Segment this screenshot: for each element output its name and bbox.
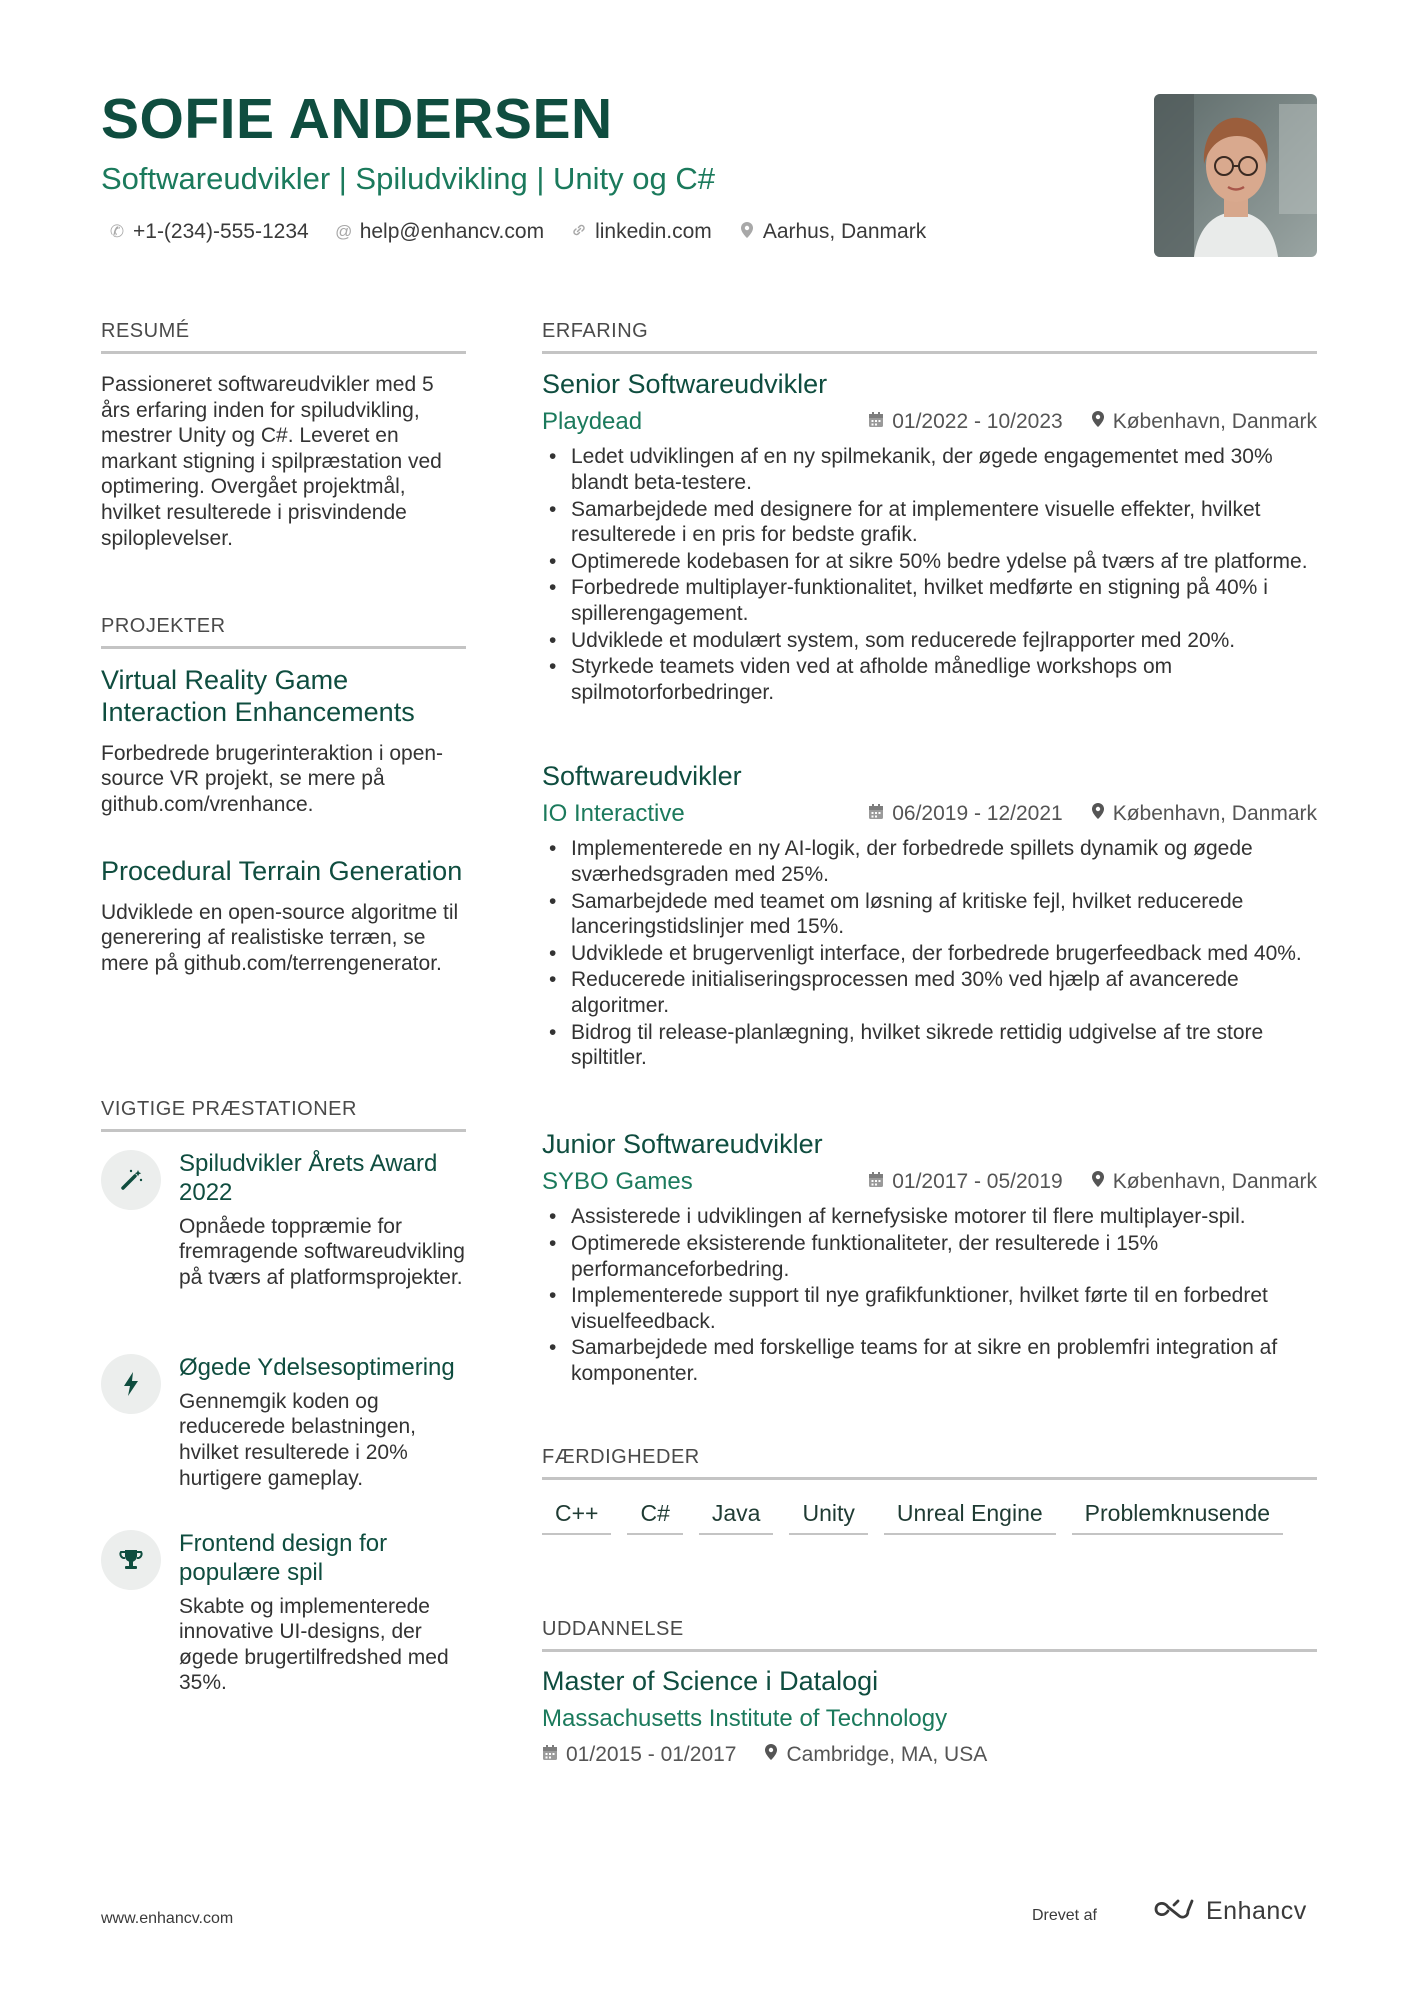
- job-dates: [868, 802, 1062, 826]
- job-entry: [542, 368, 1317, 706]
- education-entry: [542, 1666, 1317, 1767]
- education-meta: [542, 1743, 1317, 1767]
- job-dates: [868, 410, 1062, 434]
- achievement-item: [101, 1354, 476, 1491]
- section-title-projects: PROJEKTER: [101, 615, 466, 649]
- location-pin-icon: [1091, 410, 1105, 434]
- job-bullets: [542, 836, 1317, 1070]
- education-dates-text: 01/2015 - 01/2017: [566, 1743, 737, 1766]
- job-bullet: • Forbedrede multiplayer-funktionalitet, hvilket medførte en stigning på 40% i spillerengagement.: [542, 575, 1317, 626]
- enhancv-logo-text: Enhancv: [1206, 1897, 1307, 1925]
- job-bullet: • Assisterede i udviklingen af kernefysiske motorer til flere multiplayer-spil.: [542, 1204, 1317, 1230]
- job-bullet: • Udviklede et modulært system, som reducerede fejlrapporter med 20%.: [542, 628, 1317, 654]
- achievement-title: Frontend design for populære spil: [179, 1530, 388, 1586]
- contact-location: [738, 220, 926, 244]
- job-dates-text: 01/2017 - 05/2019: [892, 1170, 1063, 1194]
- link-icon: [570, 222, 588, 243]
- achievement-item: [101, 1150, 476, 1290]
- education-location: [764, 1743, 987, 1767]
- job-bullet: • Ledet udviklingen af en ny spilmekanik, der øgede engagementet med 30% blandt beta-testere.: [542, 444, 1317, 495]
- footer-url[interactable]: www.enhancv.com: [101, 1910, 234, 1927]
- job-bullet: • Samarbejdede med forskellige teams for at sikre en problemfri integration af komponenter.: [542, 1335, 1317, 1386]
- job-bullet: • Optimerede kodebasen for at sikre 50% bedre ydelse på tværs af tre platforme.: [542, 549, 1317, 575]
- job-bullet: • Implementerede support til nye grafikfunktioner, hvilket førte til en forbedret visuelfeedback.: [542, 1283, 1317, 1334]
- company-name: SYBO Games: [542, 1168, 693, 1196]
- achievement-description: Opnåede toppræmie for fremragende softwareudvikling på tværs af platformsprojekter.: [179, 1214, 465, 1289]
- job-bullet: • Samarbejdede med teamet om løsning af kritiske fejl, hvilket reducerede lanceringstidslinjer med 15%.: [542, 889, 1317, 940]
- job-dates: [868, 1170, 1062, 1194]
- job-location-text: København, Danmark: [1112, 410, 1317, 434]
- section-title-summary: RESUMÉ: [101, 320, 466, 354]
- job-bullets: [542, 1204, 1317, 1386]
- job-bullet: • Reducerede initialiseringsprocessen med 30% ved hjælp af avancerede algoritmer.: [542, 967, 1317, 1018]
- education-dates: [542, 1743, 736, 1767]
- job-meta-right: [868, 1170, 1317, 1194]
- achievement-body: [179, 1354, 476, 1491]
- profile-photo: [1154, 94, 1317, 257]
- achievement-title: Spiludvikler Årets Award 2022: [179, 1150, 438, 1206]
- skills-list: [542, 1500, 1317, 1535]
- skill-tag: Java: [699, 1500, 774, 1535]
- section-title-education: UDDANNELSE: [542, 1618, 1317, 1652]
- calendar-icon: [868, 410, 884, 434]
- section-title-skills: FÆRDIGHEDER: [542, 1446, 1317, 1480]
- job-title: Junior Softwareudvikler: [542, 1129, 823, 1159]
- achievement-body: [179, 1530, 476, 1696]
- job-meta-right: [868, 410, 1317, 434]
- company-name: Playdead: [542, 408, 643, 436]
- calendar-icon: [868, 1170, 884, 1194]
- location-pin-icon: [1091, 802, 1105, 826]
- project-title: Procedural Terrain Generation: [101, 856, 463, 886]
- company-name: IO Interactive: [542, 800, 685, 828]
- skill-tag: Unreal Engine: [884, 1500, 1056, 1535]
- job-bullet: • Udviklede et brugervenligt interface, der forbedrede brugerfeedback med 40%.: [542, 941, 1317, 967]
- achievement-description: Gennemgik koden og reducerede belastningen, hvilket resulterede i 20% hurtigere gameplay.: [179, 1389, 417, 1490]
- contact-email[interactable]: [335, 220, 544, 244]
- job-location: [1091, 1170, 1317, 1194]
- section-title-achievements: VIGTIGE PRÆSTATIONER: [101, 1098, 466, 1132]
- job-bullet: • Optimerede eksisterende funktionaliteter, der resulterede i 15% performanceforbedring.: [542, 1231, 1317, 1282]
- skill-tag: Unity: [789, 1500, 867, 1535]
- enhancv-logo-icon: [1152, 1897, 1198, 1926]
- job-bullets: [542, 444, 1317, 705]
- project-description: Forbedrede brugerinteraktion i open-source VR projekt, se mere på github.com/vrenhance.: [101, 741, 444, 816]
- email-text[interactable]: help@enhancv.com: [359, 220, 545, 243]
- degree-title: Master of Science i Datalogi: [542, 1666, 879, 1696]
- job-bullet: • Styrkede teamets viden ved at afholde månedlige workshops om spilmotorforbedringer.: [542, 654, 1317, 705]
- job-location-text: København, Danmark: [1112, 802, 1317, 826]
- phone-icon: ✆: [109, 222, 125, 241]
- location-pin-icon: [738, 221, 756, 244]
- contact-linkedin[interactable]: [570, 220, 712, 244]
- job-meta: [542, 800, 1317, 828]
- calendar-icon: [542, 1743, 558, 1767]
- job-bullet: • Samarbejdede med designere for at implementere visuelle effekter, hvilket resulterede i en pris for bedste grafik.: [542, 497, 1317, 548]
- magic-wand-icon: [101, 1150, 161, 1210]
- job-title: Softwareudvikler: [542, 761, 742, 791]
- job-meta-right: [868, 802, 1317, 826]
- summary-text: Passioneret softwareudvikler med 5 års erfaring inden for spiludvikling, mestrer Unity og C#. Leveret en markant stigning i spilpræstation ved optimering. Overgået projektmål, hvilket resulterede i prisvindende spiloplevelser.: [101, 373, 442, 550]
- candidate-name: SOFIE ANDERSEN: [101, 87, 613, 151]
- job-dates-text: 06/2019 - 12/2021: [892, 802, 1063, 826]
- skill-tag: C++: [542, 1500, 611, 1535]
- job-location-text: København, Danmark: [1112, 1170, 1317, 1194]
- at-sign-icon: @: [335, 222, 353, 241]
- section-title-experience: ERFARING: [542, 320, 1317, 354]
- linkedin-text[interactable]: linkedin.com: [595, 220, 712, 243]
- calendar-icon: [868, 802, 884, 826]
- phone-text: +1-(234)-555-1234: [133, 220, 309, 243]
- job-location: [1091, 410, 1317, 434]
- job-meta: [542, 408, 1317, 436]
- contact-bar: [108, 220, 926, 244]
- job-title: Senior Softwareudvikler: [542, 369, 828, 399]
- location-pin-icon: [1091, 1170, 1105, 1194]
- location-pin-icon: [764, 1743, 778, 1767]
- job-bullet: • Implementerede en ny AI-logik, der forbedrede spillets dynamik og øgede sværhedsgraden med 25%.: [542, 836, 1317, 887]
- job-bullet: • Bidrog til release-planlægning, hvilket sikrede rettidig udgivelse af tre store spiltitler.: [542, 1020, 1317, 1071]
- job-meta: [542, 1168, 1317, 1196]
- achievement-title: Øgede Ydelsesoptimering: [179, 1354, 455, 1381]
- skill-tag: Problemknusende: [1072, 1500, 1283, 1535]
- project-item: [101, 665, 466, 818]
- project-title: Virtual Reality Game Interaction Enhancements: [101, 665, 415, 727]
- lightning-bolt-icon: [101, 1354, 161, 1414]
- job-dates-text: 01/2022 - 10/2023: [892, 410, 1063, 434]
- school-name: Massachusetts Institute of Technology: [542, 1705, 948, 1732]
- location-text: Aarhus, Danmark: [762, 220, 927, 243]
- footer-powered-by: Drevet af: [1032, 1907, 1097, 1924]
- education-location-text: Cambridge, MA, USA: [786, 1743, 988, 1766]
- job-entry: [542, 1128, 1317, 1388]
- project-description: Udviklede en open-source algoritme til generering af realistiske terræn, se mere på github.com/terrengenerator.: [101, 900, 459, 976]
- achievement-body: [179, 1150, 476, 1290]
- skill-tag: C#: [627, 1500, 682, 1535]
- enhancv-logo[interactable]: [1152, 1897, 1307, 1926]
- candidate-headline: Softwareudvikler | Spiludvikling | Unity og C#: [101, 161, 715, 196]
- job-entry: [542, 760, 1317, 1072]
- achievement-item: [101, 1530, 476, 1696]
- achievement-description: Skabte og implementerede innovative UI-designs, der øgede brugertilfredshed med 35%.: [179, 1594, 449, 1695]
- trophy-icon: [101, 1530, 161, 1590]
- job-location: [1091, 802, 1317, 826]
- project-item: [101, 856, 466, 977]
- contact-phone: [108, 220, 309, 244]
